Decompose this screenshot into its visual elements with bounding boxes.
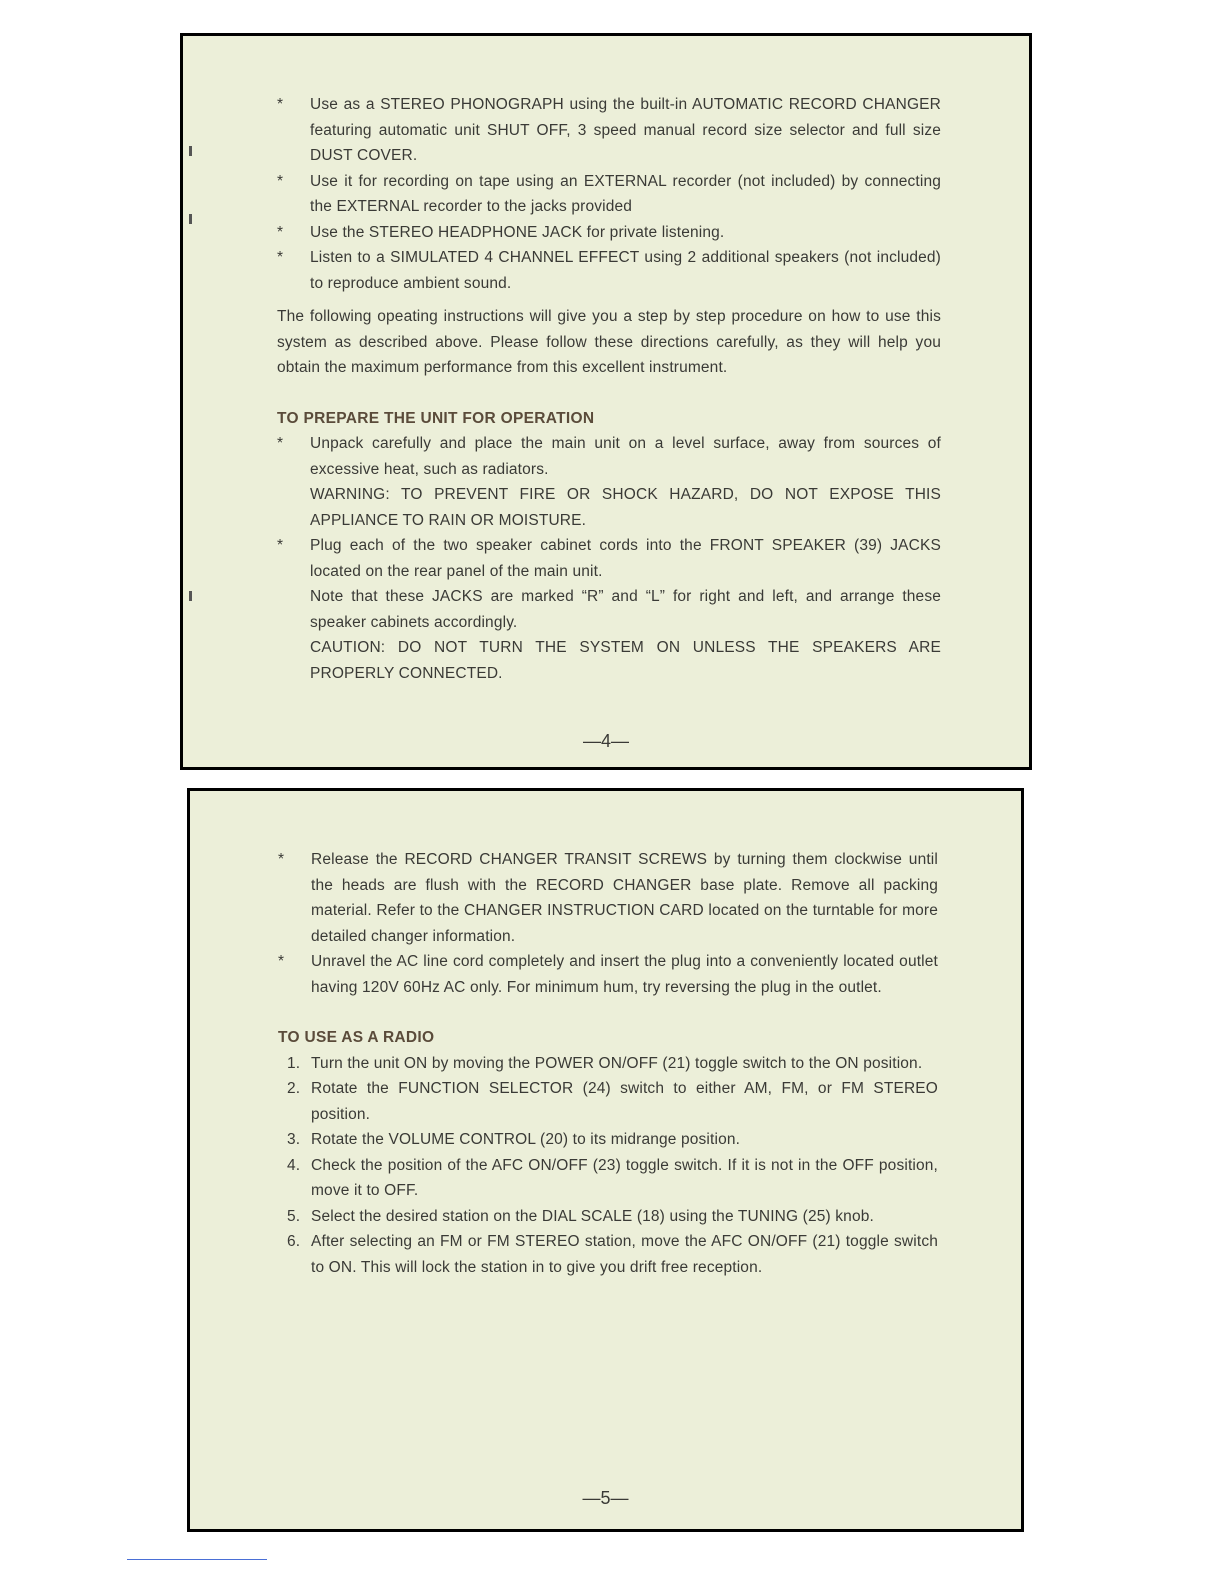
step-text: After selecting an FM or FM STEREO station, move the AFC ON/OFF (21) toggle switch to ON. This will lock the station in to give you drift free reception. xyxy=(311,1233,938,1276)
list-item xyxy=(278,1076,938,1127)
list-item xyxy=(277,169,941,220)
bullet-star: * xyxy=(277,96,284,113)
bullet-text: Unravel the AC line cord completely and insert the plug into a conveniently located outlet having 120V 60Hz AC only. For minimum hum, try reversing the plug in the outlet. xyxy=(311,953,938,996)
scan-edge-mark xyxy=(189,591,192,601)
manual-page-4 xyxy=(180,33,1032,770)
page-4-body xyxy=(277,92,941,686)
list-item xyxy=(277,92,941,169)
list-item xyxy=(277,220,941,246)
list-item xyxy=(278,949,938,1000)
section-heading-radio: TO USE AS A RADIO xyxy=(278,1029,435,1046)
bullet-text: Plug each of the two speaker cabinet cords into the FRONT SPEAKER (39) JACKS located on the rear panel of the main unit. xyxy=(310,537,941,580)
bullet-text: Use it for recording on tape using an EXTERNAL recorder (not included) by connecting the EXTERNAL recorder to the jacks provided xyxy=(310,172,941,215)
scan-edge-mark xyxy=(189,146,192,156)
bullet-star: * xyxy=(277,249,284,266)
step-number: 1. xyxy=(287,1054,301,1072)
bullet-star: * xyxy=(277,172,284,190)
bullet-text: Listen to a SIMULATED 4 CHANNEL EFFECT using 2 additional speakers (not included) to reproduce ambient sound. xyxy=(310,249,941,292)
section-heading-prepare: TO PREPARE THE UNIT FOR OPERATION xyxy=(277,409,595,427)
list-item xyxy=(277,245,941,296)
list-item xyxy=(278,1127,938,1153)
bullet-star: * xyxy=(277,223,284,241)
scan-edge-mark xyxy=(189,214,192,224)
step-text: Check the position of the AFC ON/OFF (23) toggle switch. If it is not in the OFF position, move it to OFF. xyxy=(311,1156,938,1199)
intro-paragraph: The following opeating instructions will give you a step by step procedure on how to use this system as described above. Please follow these directions carefully, as they will help you obtain the maximum performance from this excellent instrument. xyxy=(277,308,941,376)
step-number: 4. xyxy=(287,1156,301,1174)
bullet-text: Release the RECORD CHANGER TRANSIT SCREWS by turning them clockwise until the heads are flush with the RECORD CHANGER base plate. Remove all packing material. Refer to the CHANGER INSTRUCTION CARD located on the turntable for more detailed changer information. xyxy=(311,851,938,945)
warning-text: WARNING: TO PREVENT FIRE OR SHOCK HAZARD, DO NOT EXPOSE THIS APPLIANCE TO RAIN OR MOISTURE. xyxy=(310,486,941,529)
list-item xyxy=(278,1153,938,1204)
manual-page-5 xyxy=(187,788,1024,1532)
bullet-star: * xyxy=(278,953,285,970)
bullet-star: * xyxy=(278,851,285,868)
step-text: Turn the unit ON by moving the POWER ON/OFF (21) toggle switch to the ON position. xyxy=(311,1054,923,1072)
step-number: 2. xyxy=(287,1080,301,1097)
list-item xyxy=(278,1229,938,1280)
bullet-star: * xyxy=(277,435,284,452)
list-item xyxy=(277,533,941,686)
step-text: Rotate the VOLUME CONTROL (20) to its midrange position. xyxy=(311,1131,741,1148)
step-number: 5. xyxy=(287,1207,301,1225)
bullet-text: Use as a STEREO PHONOGRAPH using the built-in AUTOMATIC RECORD CHANGER featuring automatic unit SHUT OFF, 3 speed manual record size selector and full size DUST COVER. xyxy=(310,96,941,164)
page-number: —5— xyxy=(582,1488,629,1508)
bullet-text: Use the STEREO HEADPHONE JACK for private listening. xyxy=(310,223,725,241)
bullet-text: Unpack carefully and place the main unit on a level surface, away from sources of excessive heat, such as radiators. xyxy=(310,435,941,478)
bullet-star: * xyxy=(277,537,284,554)
list-item xyxy=(278,1204,938,1230)
list-item xyxy=(277,431,941,533)
list-item xyxy=(278,847,938,949)
caution-text: CAUTION: DO NOT TURN THE SYSTEM ON UNLESS THE SPEAKERS ARE PROPERLY CONNECTED. xyxy=(310,639,941,682)
step-text: Rotate the FUNCTION SELECTOR (24) switch to either AM, FM, or FM STEREO position. xyxy=(311,1080,938,1123)
list-item xyxy=(278,1051,938,1077)
note-text: Note that these JACKS are marked “R” and “L” for right and left, and arrange these speaker cabinets accordingly. xyxy=(310,588,941,631)
page-number: —4— xyxy=(582,731,629,751)
step-text: Select the desired station on the DIAL SCALE (18) using the TUNING (25) knob. xyxy=(311,1207,874,1225)
footer-underline xyxy=(127,1559,267,1560)
page-5-body xyxy=(278,847,938,1280)
step-number: 6. xyxy=(287,1233,301,1250)
step-number: 3. xyxy=(287,1131,301,1148)
